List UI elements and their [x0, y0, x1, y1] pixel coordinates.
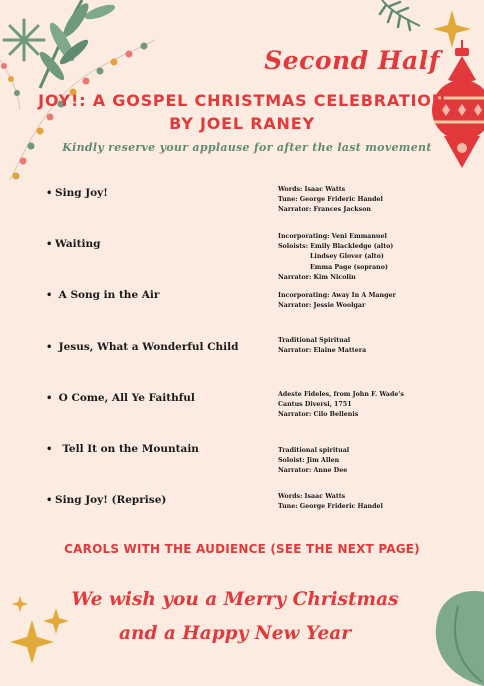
snowflake-icon — [2, 18, 46, 62]
bullet: • — [46, 444, 53, 455]
greeting-line1: We wish you a Merry Christmas — [71, 589, 399, 610]
bullet: • — [46, 393, 53, 404]
greeting-line2: and a Happy New Year — [119, 623, 351, 644]
program-item-notes: Incorporating: Veni Emmanuel Soloists: Emily Blackledge (alto) Lindsey Glover (alto) Emma Page (soprano) Narrator: Kim Nicolin — [278, 233, 394, 281]
program-title-line2: BY JOEL RANEY — [169, 114, 315, 133]
program-item-title: • Waiting — [46, 238, 101, 250]
applause-note: Kindly reserve your applause for after the last movement — [62, 141, 432, 154]
program-item-title: • Jesus, What a Wonderful Child — [46, 341, 239, 353]
bullet: • — [46, 342, 53, 353]
program-item-notes: Adeste Fideles, from John F. Wade's Cantus Diversi, 1751 Narrator: Cilo Bellenis — [278, 391, 404, 419]
bullet: • — [46, 239, 53, 250]
program-item-title: • Sing Joy! — [46, 187, 108, 199]
program-item-title: • A Song in the Air — [46, 289, 160, 301]
program-item-notes: Incorporating: Away In A Manger Narrator: Jessie Woolgar — [278, 292, 396, 310]
carols-note: CAROLS WITH THE AUDIENCE (SEE THE NEXT PAGE) — [64, 542, 420, 556]
program-item-notes: Words: Isaac Watts Tune: George Frideric Handel Narrator: Frances Jackson — [278, 186, 383, 214]
program-item-title: • Sing Joy! (Reprise) — [46, 494, 167, 506]
bullet: • — [46, 188, 53, 199]
bullet: • — [46, 495, 53, 506]
program-item-title: • O Come, All Ye Faithful — [46, 392, 195, 404]
section-title: Second Half — [264, 46, 440, 75]
program-item-notes: Words: Isaac Watts Tune: George Frideric Handel — [278, 493, 383, 511]
program-title-line1: JOY!: A GOSPEL CHRISTMAS CELEBRATION — [38, 91, 446, 110]
program-item-title: • Tell It on the Mountain — [46, 443, 199, 455]
program-title — [0, 89, 484, 135]
program-item-notes: Traditional spiritual Soloist: Jim Allen Narrator: Anne Dee — [278, 447, 350, 475]
bullet: • — [46, 290, 53, 301]
program-item-notes: Traditional Spiritual Narrator: Elaine Mattera — [278, 337, 367, 355]
